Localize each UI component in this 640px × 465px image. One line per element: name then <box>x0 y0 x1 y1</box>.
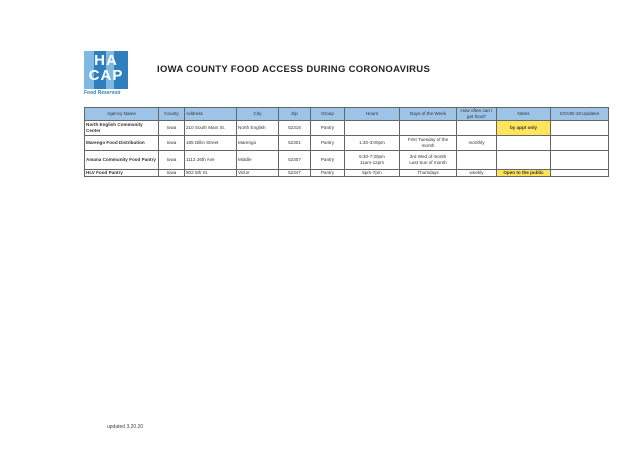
cell-hours <box>345 136 400 151</box>
days-line-2: month <box>421 143 435 148</box>
cell-address: 210 South Main St. <box>185 121 237 136</box>
cell-days <box>400 121 457 136</box>
table-header-row <box>85 108 609 121</box>
cell-hours <box>345 121 400 136</box>
hours-line-2: 11am-12pm <box>359 160 385 165</box>
header-county: County <box>159 108 185 121</box>
hacap-logo <box>84 51 128 101</box>
cell-days <box>400 151 457 170</box>
table-row <box>85 170 609 177</box>
header-agency: Agency Name <box>85 108 159 121</box>
cell-hours <box>345 151 400 170</box>
logo-letters <box>84 53 128 83</box>
cell-covid <box>551 136 609 151</box>
header-notes: Notes <box>497 108 551 121</box>
cell-group: Pantry <box>311 170 345 177</box>
hours-line-1: 5:30-7:30pm <box>359 154 385 159</box>
days-line-2: Last Sun of month <box>409 160 447 165</box>
hours-line-1: 1:30-3:00pm <box>359 140 385 145</box>
cell-zip: 52316 <box>279 121 311 136</box>
header-zip: Zip <box>279 108 311 121</box>
logo-line-2: CAP <box>88 67 124 84</box>
header-city: City <box>237 108 279 121</box>
header-covid: COVID-19 Updates <box>551 108 609 121</box>
cell-agency: Marengo Food Distribution <box>85 136 159 151</box>
cell-notes: by appt only <box>497 121 551 136</box>
header-group: Group <box>311 108 345 121</box>
cell-city: Middle <box>237 151 279 170</box>
cell-agency: HLV Food Pantry <box>85 170 159 177</box>
days-line-1: 3rd Wed of month <box>409 154 447 159</box>
cell-county: Iowa <box>159 170 185 177</box>
updated-date: updated 3.20.20 <box>107 424 144 430</box>
cell-group: Pantry <box>311 121 345 136</box>
cell-zip: 52347 <box>279 170 311 177</box>
logo-subtitle: Food Reservoir <box>84 90 121 96</box>
days-line-1: Thursdays <box>417 170 439 175</box>
cell-how-often <box>457 151 497 170</box>
days-line-1: First Tuesday of the <box>407 137 449 142</box>
cell-how-often: monthly <box>457 136 497 151</box>
cell-notes: Open to the public <box>497 170 551 177</box>
cell-days <box>400 170 457 177</box>
header-days: Days of the Week <box>400 108 457 121</box>
cell-city: Marengo <box>237 136 279 151</box>
cell-city: Victor <box>237 170 279 177</box>
cell-covid <box>551 170 609 177</box>
cell-hours <box>345 170 400 177</box>
table-row <box>85 121 609 136</box>
table-row <box>85 151 609 170</box>
header-address: Address <box>185 108 237 121</box>
cell-notes <box>497 136 551 151</box>
header-how-often: How often can I get food? <box>457 108 497 121</box>
cell-address: 902 5th St. <box>185 170 237 177</box>
cell-address: 185 Dillin Street <box>185 136 237 151</box>
page-title: IOWA COUNTY FOOD ACCESS DURING CORONOAVIRUS <box>157 64 431 75</box>
cell-how-often: weekly <box>457 170 497 177</box>
table-row <box>85 136 609 151</box>
cell-agency: Amana Community Food Pantry <box>85 151 159 170</box>
header-hours: Hours <box>345 108 400 121</box>
cell-days <box>400 136 457 151</box>
cell-city: North English <box>237 121 279 136</box>
cell-zip: 52307 <box>279 151 311 170</box>
cell-county: Iowa <box>159 136 185 151</box>
cell-group: Pantry <box>311 151 345 170</box>
cell-agency: North English Community Center <box>85 121 159 136</box>
cell-county: Iowa <box>159 151 185 170</box>
cell-address: 1112 26th Ave <box>185 151 237 170</box>
logo-line-1: HA <box>94 52 118 69</box>
cell-how-often <box>457 121 497 136</box>
cell-covid <box>551 151 609 170</box>
logo-mark <box>84 51 128 89</box>
food-access-table <box>84 107 609 177</box>
cell-covid <box>551 121 609 136</box>
cell-zip: 52301 <box>279 136 311 151</box>
cell-group: Pantry <box>311 136 345 151</box>
hours-line-1: 5pm-7pm <box>362 170 382 175</box>
cell-notes <box>497 151 551 170</box>
cell-county: Iowa <box>159 121 185 136</box>
